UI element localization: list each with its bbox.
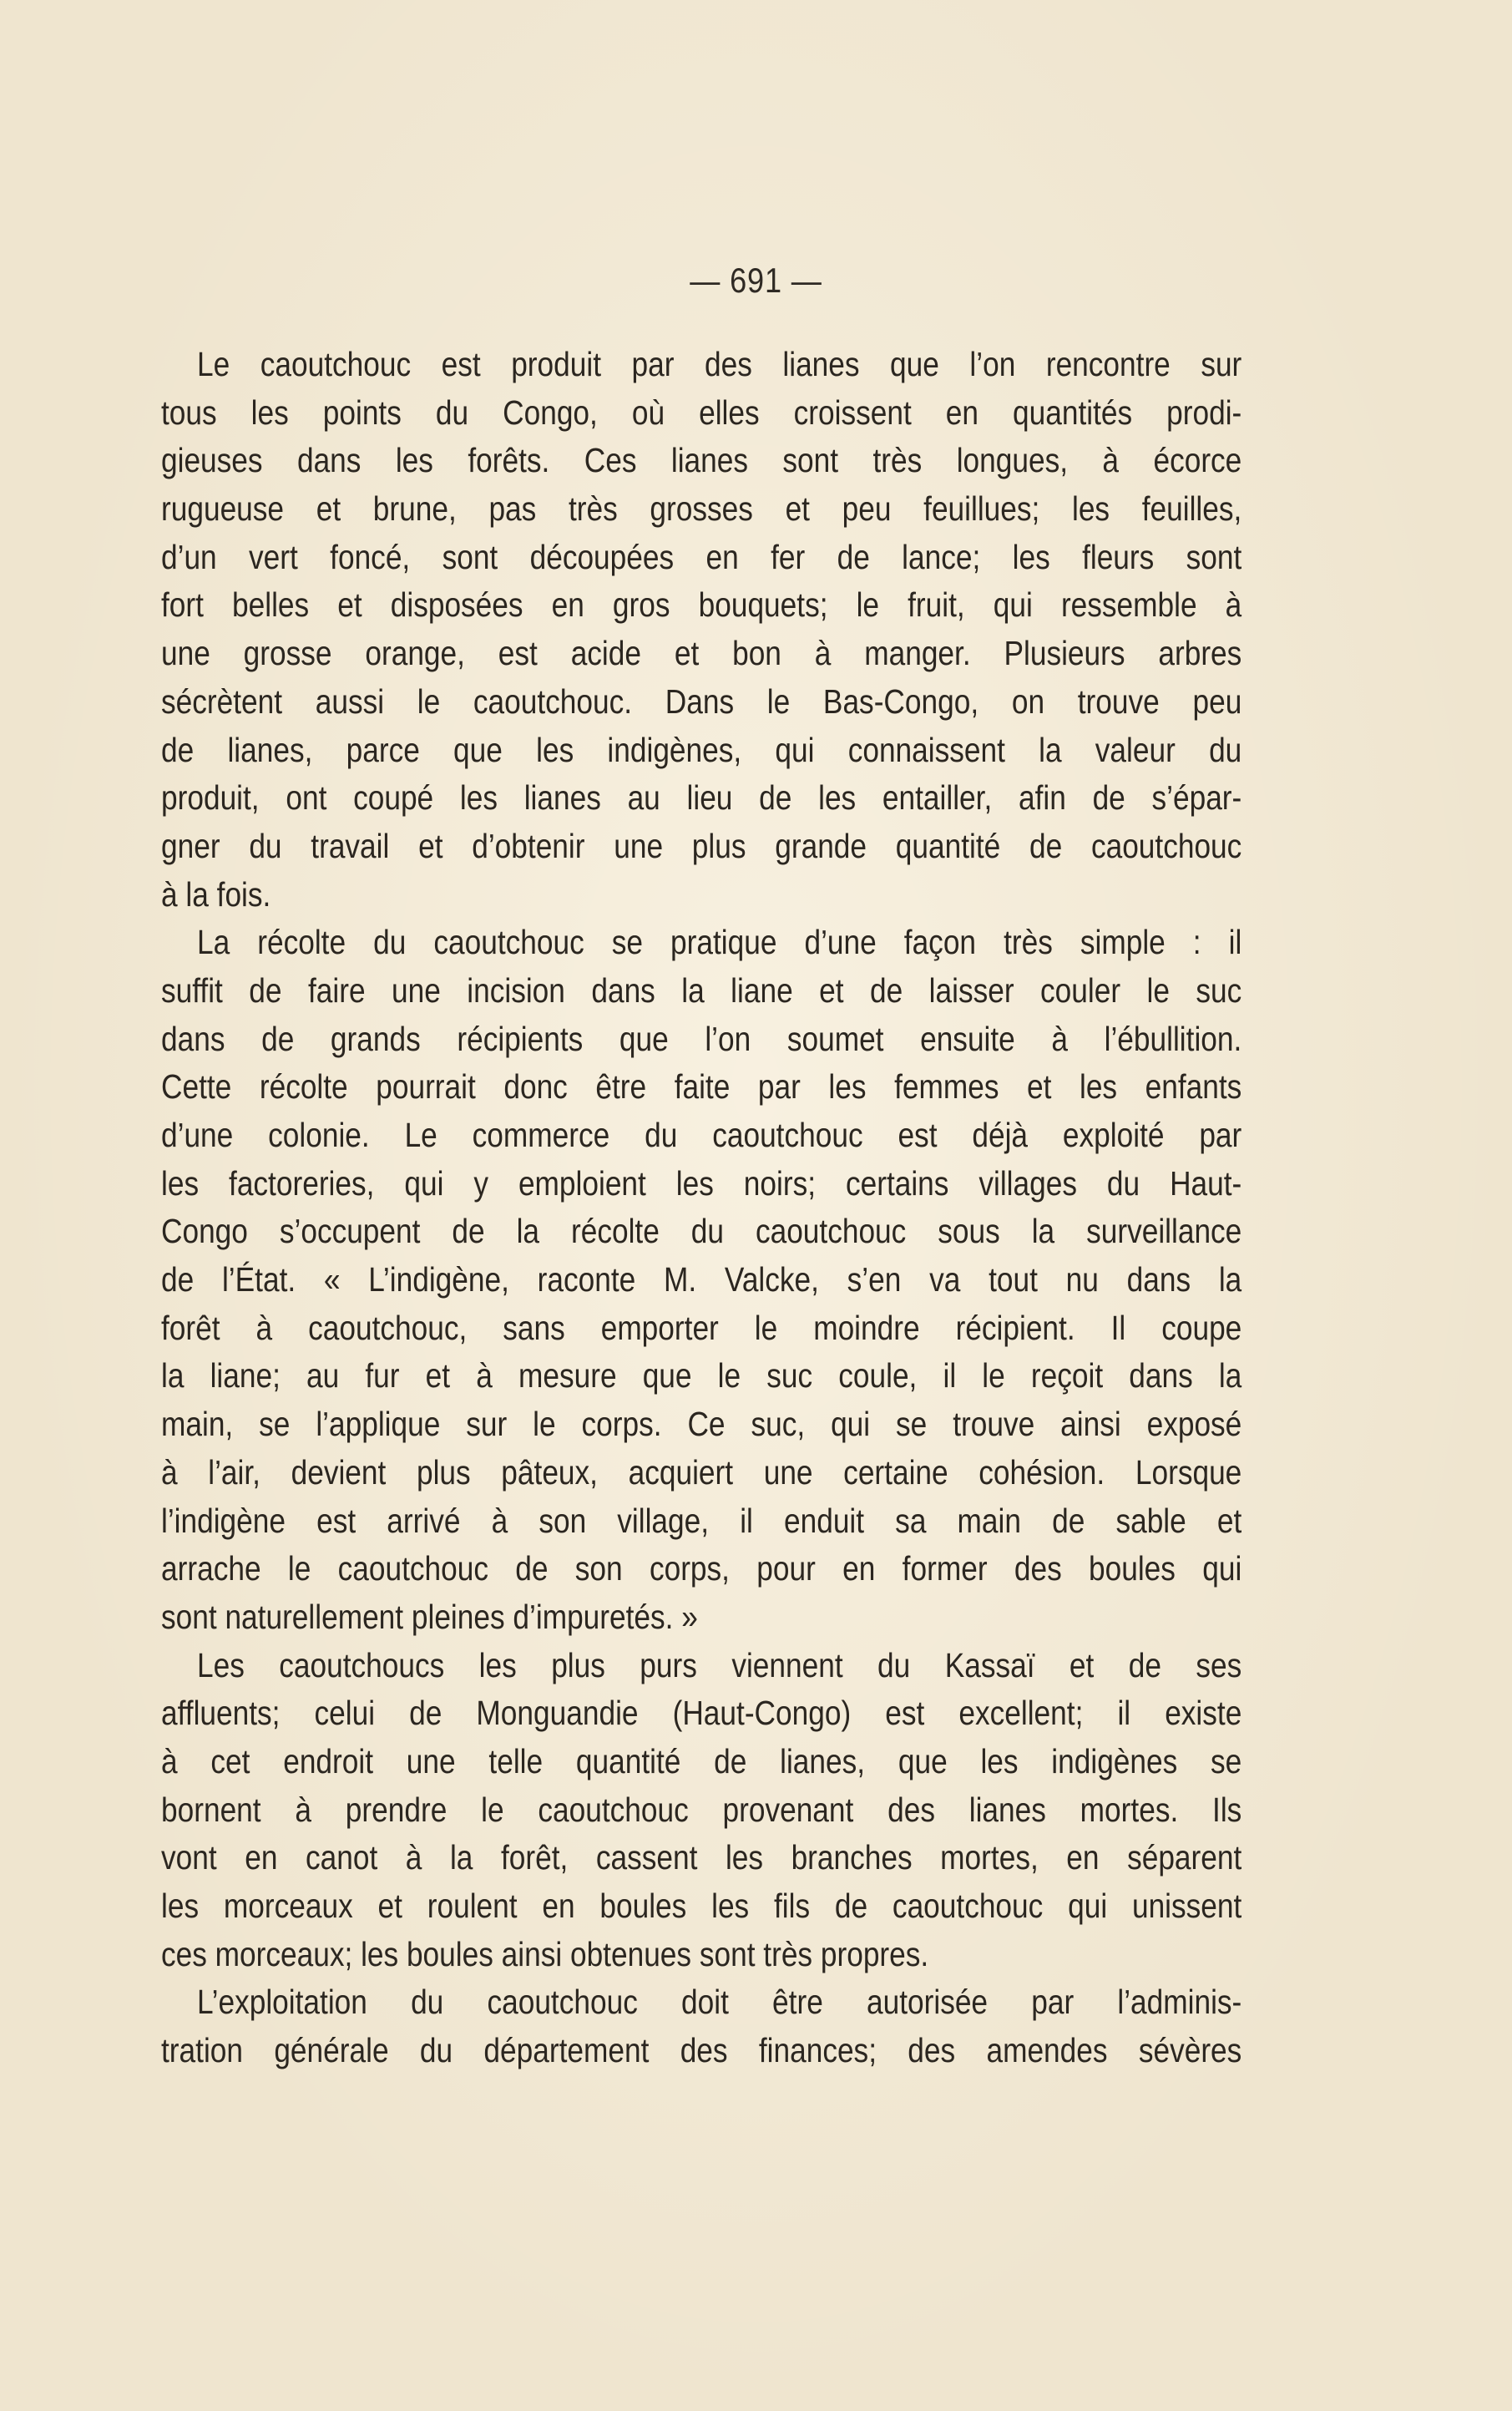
text-line: fort belles et disposées en gros bouquets; le fruit, qui ressemble à: [161, 585, 1242, 625]
text-line: Cette récolte pourrait donc être faite par les femmes et les enfants: [161, 1067, 1242, 1107]
text-line: La récolte du caoutchouc se pratique d’une façon très simple : il: [197, 923, 1242, 962]
text-line: affluents; celui de Monguandie (Haut-Congo) est excellent; il existe: [161, 1694, 1242, 1733]
text-line: l’indigène est arrivé à son village, il enduit sa main de sable et: [161, 1501, 1242, 1540]
text-line: L’exploitation du caoutchouc doit être autorisée par l’adminis-: [197, 1983, 1242, 2022]
text-line: à la fois.: [161, 874, 271, 914]
text-line: les morceaux et roulent en boules les fils de caoutchouc qui unissent: [161, 1887, 1242, 1925]
text-line: de l’État. « L’indigène, raconte M. Valcke, s’en va tout nu dans la: [161, 1260, 1242, 1299]
text-line: forêt à caoutchouc, sans emporter le moindre récipient. Il coupe: [161, 1308, 1242, 1347]
text-line: sont naturellement pleines d’impuretés. »: [161, 1597, 698, 1636]
text-line: d’un vert foncé, sont découpées en fer de lance; les fleurs sont: [161, 537, 1242, 576]
text-line: Le caoutchouc est produit par des lianes que l’on rencontre sur: [197, 345, 1242, 383]
page-number: — 691 —: [690, 261, 822, 300]
text-lines: [161, 341, 1241, 2075]
text-line: une grosse orange, est acide et bon à manger. Plusieurs arbres: [161, 634, 1242, 673]
text-line: à l’air, devient plus pâteux, acquiert une certaine cohésion. Lorsque: [161, 1452, 1242, 1492]
text-line: gieuses dans les forêts. Ces lianes sont très longues, à écorce: [161, 441, 1242, 480]
text-line: Les caoutchoucs les plus purs viennent du Kassaï et de ses: [197, 1645, 1242, 1684]
text-line: ces morceaux; les boules ainsi obtenues sont très propres.: [161, 1934, 929, 1973]
text-line: tous les points du Congo, où elles croissent en quantités prodi-: [161, 393, 1242, 432]
text-line: sécrètent aussi le caoutchouc. Dans le Bas-Congo, on trouve peu: [161, 681, 1242, 721]
text-line: suffit de faire une incision dans la liane et de laisser couler le suc: [161, 970, 1242, 1010]
text-line: vont en canot à la forêt, cassent les branches mortes, en séparent: [161, 1838, 1242, 1877]
text-line: rugueuse et brune, pas très grosses et peu feuillues; les feuilles,: [161, 489, 1242, 529]
text-line: à cet endroit une telle quantité de lianes, que les indigènes se: [161, 1741, 1242, 1780]
text-line: Congo s’occupent de la récolte du caoutchouc sous la surveillance: [161, 1212, 1242, 1251]
body-text: [161, 341, 1242, 2075]
text-line: arrache le caoutchouc de son corps, pour en former des boules qui: [161, 1549, 1242, 1588]
text-line: la liane; au fur et à mesure que le suc coule, il le reçoit dans la: [161, 1356, 1242, 1395]
text-line: dans de grands récipients que l’on soumet ensuite à l’ébullition.: [161, 1019, 1242, 1058]
text-line: bornent à prendre le caoutchouc provenant des lianes mortes. Ils: [161, 1790, 1242, 1829]
text-line: produit, ont coupé les lianes au lieu de les entailler, afin de s’épar-: [161, 778, 1242, 818]
text-line: de lianes, parce que les indigènes, qui connaissent la valeur du: [161, 730, 1242, 769]
text-line: les factoreries, qui y emploient les noirs; certains villages du Haut-: [161, 1163, 1242, 1203]
text-line: tration générale du département des finances; des amendes sévères: [161, 2031, 1242, 2070]
text-line: gner du travail et d’obtenir une plus grande quantité de caoutchouc: [161, 826, 1242, 865]
text-line: d’une colonie. Le commerce du caoutchouc est déjà exploité par: [161, 1116, 1242, 1154]
text-line: main, se l’applique sur le corps. Ce suc, qui se trouve ainsi exposé: [161, 1405, 1242, 1444]
